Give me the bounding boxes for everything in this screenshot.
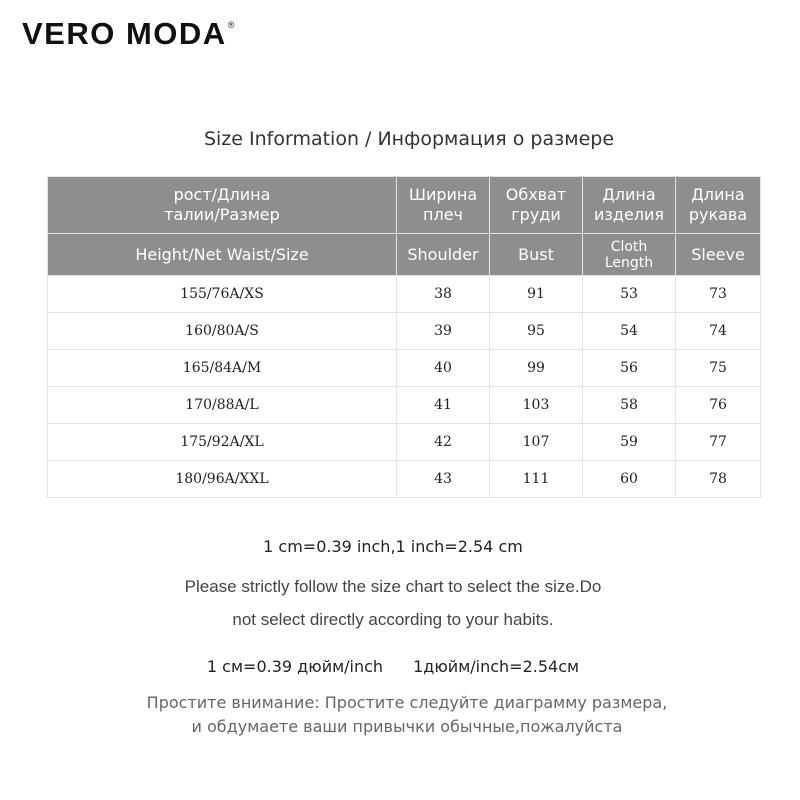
header-ru-bust: Обхват груди bbox=[490, 177, 583, 234]
cell-size: 165/84A/M bbox=[48, 350, 397, 387]
table-row bbox=[48, 387, 761, 424]
conversion-note-en: 1 cm=0.39 inch,1 inch=2.54 cm bbox=[263, 537, 523, 556]
cell-size: 170/88A/L bbox=[48, 387, 397, 424]
cell-length: 59 bbox=[583, 424, 676, 461]
conversion-note-ru bbox=[0, 657, 786, 676]
header-en-shoulder: Shoulder bbox=[397, 234, 490, 276]
header-ru-shoulder: Ширина плеч bbox=[397, 177, 490, 234]
cell-shoulder: 41 bbox=[397, 387, 490, 424]
cell-shoulder: 40 bbox=[397, 350, 490, 387]
table-header-en bbox=[48, 234, 761, 276]
cell-length: 54 bbox=[583, 313, 676, 350]
table-row bbox=[48, 461, 761, 498]
size-table bbox=[47, 176, 761, 498]
cell-sleeve: 74 bbox=[676, 313, 761, 350]
advice-ru bbox=[14, 691, 800, 739]
cell-length: 56 bbox=[583, 350, 676, 387]
conversion-ru-inch: 1дюйм/inch=2.54см bbox=[413, 657, 580, 676]
cell-size: 160/80A/S bbox=[48, 313, 397, 350]
cell-size: 175/92A/XL bbox=[48, 424, 397, 461]
cell-shoulder: 42 bbox=[397, 424, 490, 461]
table-row bbox=[48, 424, 761, 461]
advice-ru-line1: Простите внимание: Простите следуйте диаграмму размера, bbox=[146, 693, 668, 712]
cell-length: 53 bbox=[583, 276, 676, 313]
header-en-bust: Bust bbox=[490, 234, 583, 276]
cell-shoulder: 43 bbox=[397, 461, 490, 498]
cell-length: 60 bbox=[583, 461, 676, 498]
cell-length: 58 bbox=[583, 387, 676, 424]
cell-bust: 91 bbox=[490, 276, 583, 313]
cell-sleeve: 78 bbox=[676, 461, 761, 498]
table-row bbox=[48, 350, 761, 387]
brand-name: VERO MODA bbox=[22, 16, 227, 51]
cell-bust: 95 bbox=[490, 313, 583, 350]
header-ru-length: Длина изделия bbox=[583, 177, 676, 234]
cell-bust: 111 bbox=[490, 461, 583, 498]
cell-size: 155/76A/XS bbox=[48, 276, 397, 313]
brand-logo bbox=[22, 16, 236, 52]
cell-size: 180/96A/XXL bbox=[48, 461, 397, 498]
table-header-ru bbox=[48, 177, 761, 234]
cell-bust: 107 bbox=[490, 424, 583, 461]
header-en-sleeve: Sleeve bbox=[676, 234, 761, 276]
page-title: Size Information / Информация о размере bbox=[203, 128, 615, 150]
cell-sleeve: 76 bbox=[676, 387, 761, 424]
trademark-symbol: ® bbox=[227, 20, 236, 30]
table-row bbox=[48, 313, 761, 350]
cell-shoulder: 39 bbox=[397, 313, 490, 350]
header-ru-size: рост/Длина талии/Размер bbox=[48, 177, 397, 234]
advice-en-line2: not select directly according to your habits. bbox=[232, 610, 554, 629]
header-en-length: Cloth Length bbox=[583, 234, 676, 276]
advice-ru-line2: и обдумаете ваши привычки обычные,пожалуйста bbox=[191, 717, 623, 736]
cell-shoulder: 38 bbox=[397, 276, 490, 313]
table-row bbox=[48, 276, 761, 313]
header-en-size: Height/Net Waist/Size bbox=[48, 234, 397, 276]
cell-sleeve: 77 bbox=[676, 424, 761, 461]
cell-sleeve: 73 bbox=[676, 276, 761, 313]
cell-sleeve: 75 bbox=[676, 350, 761, 387]
conversion-ru-cm: 1 см=0.39 дюйм/inch bbox=[206, 657, 384, 676]
advice-en-line1: Please strictly follow the size chart to select the size.Do bbox=[184, 577, 602, 596]
cell-bust: 103 bbox=[490, 387, 583, 424]
header-ru-sleeve: Длина рукава bbox=[676, 177, 761, 234]
cell-bust: 99 bbox=[490, 350, 583, 387]
